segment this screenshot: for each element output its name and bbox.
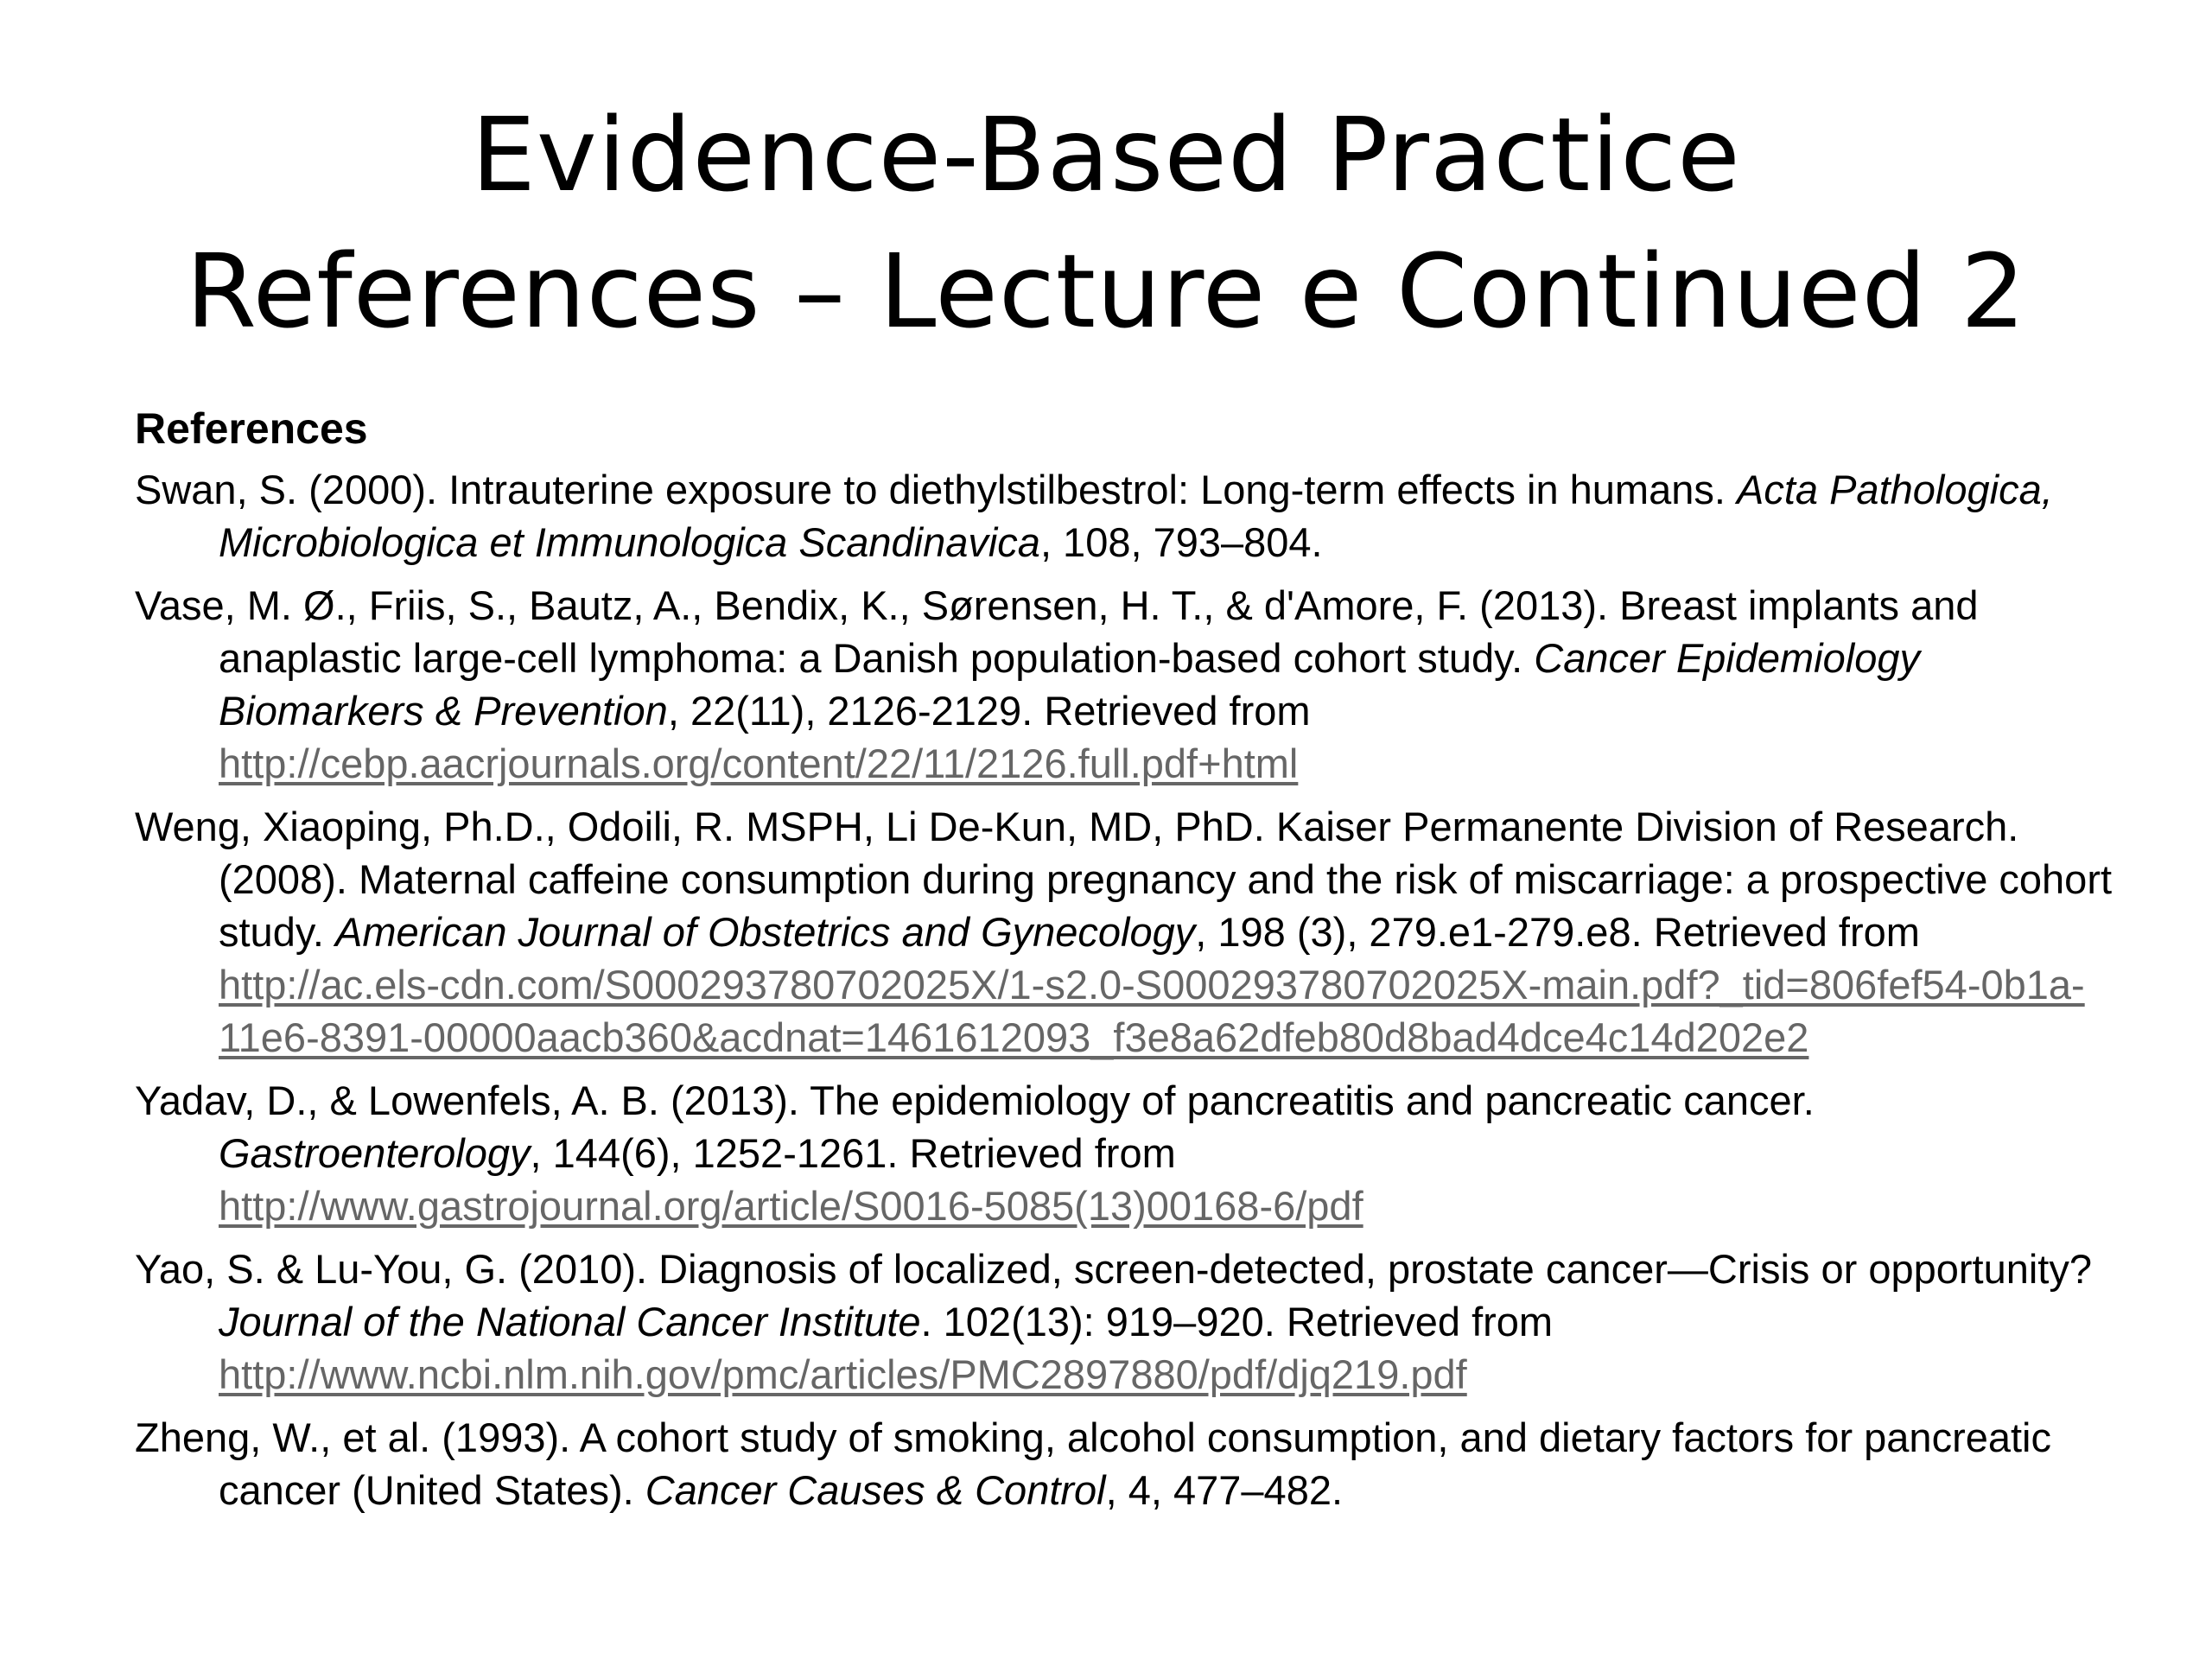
reference-retrieved-label: Retrieved from	[1044, 688, 1311, 734]
slide-title	[0, 86, 2212, 359]
reference-item	[135, 1243, 2122, 1401]
reference-journal: Journal of the National Cancer Institute	[219, 1299, 921, 1344]
reference-link[interactable]: http://www.ncbi.nlm.nih.gov/pmc/articles/PMC2897880/pdf/djq219.pdf	[219, 1351, 1467, 1397]
references-heading: References	[135, 404, 368, 453]
reference-text: Yadav, D., & Lowenfels, A. B. (2013). The epidemiology of pancreatitis and pancreatic cancer.	[135, 1077, 1815, 1123]
reference-retrieved-label: Retrieved from	[1653, 909, 1920, 955]
reference-text: Zheng, W., et al. (1993). A cohort study of smoking, alcohol consumption, and dietary factors for pancreatic cancer (United States).	[135, 1414, 2051, 1513]
reference-details: , 198 (3), 279.e1-279.e8.	[1195, 909, 1654, 955]
reference-text: Swan, S. (2000). Intrauterine exposure to diethylstilbestrol: Long-term effects in humans.	[135, 467, 1737, 512]
reference-link[interactable]: http://ac.els-cdn.com/S000293780702025X/1-s2.0-S000293780702025X-main.pdf?_tid=806fef54-0b1a-11e6-8391-00000aacb360&acdnat=1461612093_f3e8a62dfeb80d8bad4dce4c14d202e2	[219, 962, 2085, 1060]
reference-link[interactable]: http://www.gastrojournal.org/article/S0016-5085(13)00168-6/pdf	[219, 1183, 1363, 1229]
reference-journal: American Journal of Obstetrics and Gynecology	[334, 909, 1196, 955]
reference-item	[135, 800, 2122, 1064]
references-section	[135, 399, 2122, 1527]
reference-details: , 22(11), 2126-2129.	[667, 688, 1045, 734]
reference-journal: Cancer Causes & Control	[645, 1467, 1106, 1513]
reference-details: , 144(6), 1252-1261.	[530, 1130, 910, 1176]
reference-link[interactable]: http://cebp.aacrjournals.org/content/22/11/2126.full.pdf+html	[219, 741, 1299, 786]
reference-journal: Acta Pathologica, Microbiologica et Immunologica Scandinavica	[219, 467, 2053, 565]
reference-item	[135, 579, 2122, 790]
reference-retrieved-label: Retrieved from	[1286, 1299, 1554, 1344]
reference-retrieved-label: Retrieved from	[909, 1130, 1176, 1176]
slide-title-line-1: Evidence-Based Practice	[471, 95, 1741, 214]
reference-details: , 108, 793–804.	[1039, 519, 1323, 565]
reference-item	[135, 1411, 2122, 1516]
reference-item	[135, 1074, 2122, 1232]
reference-text: Weng, Xiaoping, Ph.D., Odoili, R. MSPH, Li De-Kun, MD, PhD. Kaiser Permanente Division of Research. (2008). Maternal caffeine consumption during pregnancy and the risk of miscarriage: a prospective cohort study.	[135, 804, 2113, 955]
reference-journal: Cancer Epidemiology Biomarkers & Prevention	[219, 635, 1920, 734]
reference-text: Vase, M. Ø., Friis, S., Bautz, A., Bendix, K., Sørensen, H. T., & d'Amore, F. (2013). Breast implants and anaplastic large-cell lymphoma: a Danish population-based cohort study.	[135, 582, 1979, 681]
reference-text: Yao, S. & Lu-You, G. (2010). Diagnosis of localized, screen-detected, prostate cancer—Crisis or opportunity?	[135, 1246, 2092, 1292]
reference-journal: Gastroenterology	[219, 1130, 531, 1176]
slide-title-line-2: References – Lecture e Continued 2	[185, 232, 2027, 351]
reference-item	[135, 463, 2122, 569]
reference-details: , 4, 477–482.	[1105, 1467, 1344, 1513]
reference-details: . 102(13): 919–920.	[920, 1299, 1287, 1344]
